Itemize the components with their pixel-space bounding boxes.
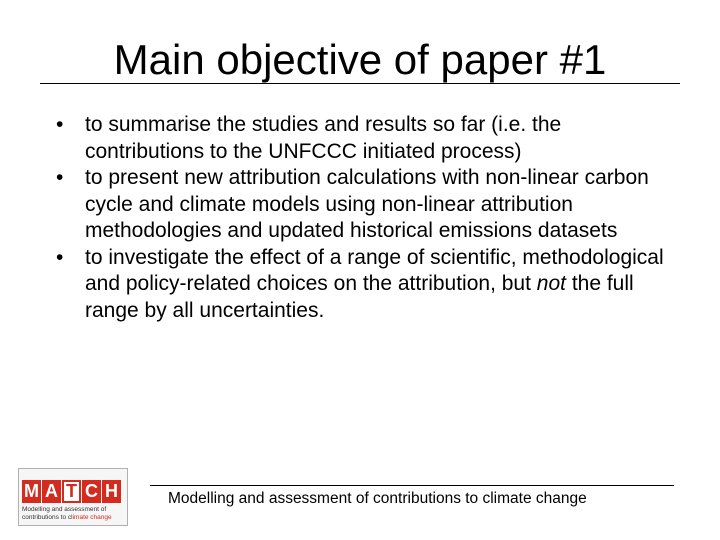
bullet-text-start: to investigate the effect of a range of scientific, methodological and policy-related choices on the attribution, but	[85, 245, 664, 295]
bullet-text: to present new attribution calculations with non-linear carbon cycle and climate models using non-linear attribution methodologies and updated historical emissions datasets	[85, 166, 649, 242]
bullet-marker: •	[56, 166, 64, 189]
match-logo	[18, 468, 128, 526]
logo-subtitle-part: contributions to cl	[22, 513, 73, 521]
logo-letter: M	[24, 481, 39, 501]
logo-letter: H	[102, 480, 121, 503]
logo-subtitle-part: imate change	[72, 513, 112, 521]
logo-subtitle-line	[22, 514, 125, 522]
logo-subtitle	[22, 506, 125, 521]
logo-subtitle-line: Modelling and assessment of	[22, 506, 107, 513]
footer-text: Modelling and assessment of contributions to climate change	[168, 490, 587, 507]
logo-letter: A	[42, 480, 61, 503]
bullet-text-end: the full range by all uncertainties.	[85, 272, 634, 322]
bullet-item	[56, 112, 666, 165]
footer-divider	[150, 485, 674, 486]
bullet-item	[56, 245, 666, 325]
bullet-list	[56, 112, 666, 324]
logo-letter: C	[82, 480, 101, 503]
logo-letters	[22, 480, 121, 503]
bullet-marker: •	[56, 245, 64, 269]
title-divider	[40, 83, 680, 84]
slide-title: Main objective of paper #1	[113, 36, 607, 83]
bullet-text-emphasis: not	[536, 272, 566, 295]
bullet-item	[56, 165, 666, 245]
bullet-text: to summarise the studies and results so far (i.e. the contributions to the UNFCCC initiated process)	[85, 113, 562, 163]
logo-letter: T	[62, 480, 81, 503]
bullet-marker: •	[56, 113, 64, 136]
